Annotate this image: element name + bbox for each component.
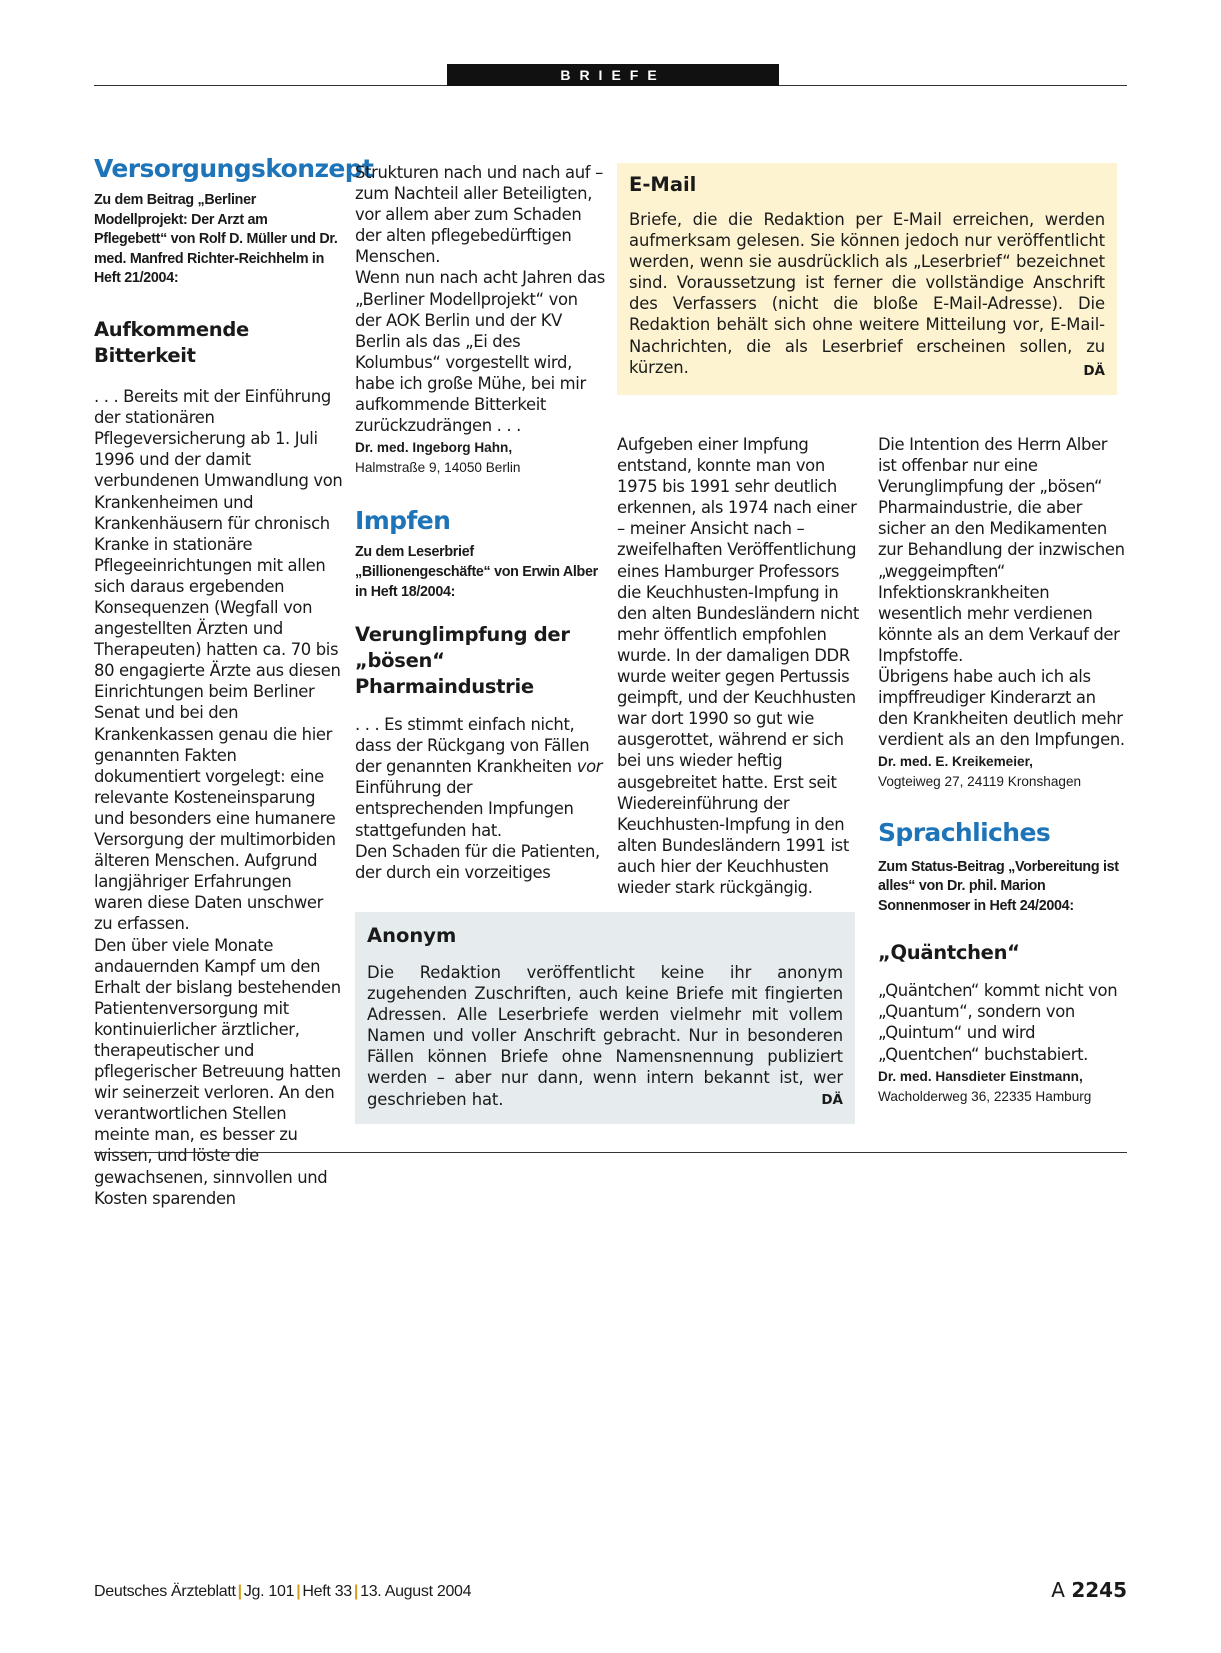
text-run: . . . Es stimmt einfach nicht, dass der Rückgang von Fällen der genannten Krankheiten [355, 715, 590, 777]
paragraph [355, 714, 605, 841]
article-title-impfen: Impfen [355, 506, 451, 536]
page-prefix: A [1051, 1578, 1065, 1602]
paragraph: Wenn nun nach acht Jahren das „Berliner Modellprojekt“ von der AOK Berlin und der KV Berlin als das „Ei des Kolumbus“ vorgestellt wird, habe ich große Mühe, bei mir aufkommende Bitterkeit zurückzudrängen . . . [355, 268, 605, 436]
article-body-continued [355, 162, 605, 436]
article-body [355, 714, 605, 883]
emphasis: vor [576, 757, 603, 777]
article-intro: Zum Status-Beitrag „Vorbereitung ist alles“ von Dr. phil. Marion Sonnenmoser in Heft 24/2004: [878, 858, 1119, 914]
page-number-value: 2245 [1071, 1578, 1127, 1602]
bottom-rule [94, 1152, 1127, 1153]
box-title: E-Mail [629, 173, 697, 196]
article-subtitle: „Quäntchen“ [878, 941, 1020, 965]
volume: Jg. 101 [243, 1583, 295, 1600]
paragraph: Den über viele Monate andauernden Kampf um den Erhalt der bislang bestehenden Patientenversorgung mit kontinuierlicher ärztlicher, therapeutischer und pflegerischer Betreuung hatten wir seinerzeit verloren. An den verantwortlichen Stellen meinte man, es besser zu wissen, und löste die gewachsenen, sinnvollen und Kosten sparenden [94, 935, 341, 1208]
paragraph: „Quäntchen“ kommt nicht von „Quantum“, sondern von „Quintum“ und wird „Quentchen“ buchstabiert. [878, 981, 1118, 1064]
article-body-continued [878, 434, 1128, 750]
article-body [94, 386, 344, 1209]
article-title-sprachliches: Sprachliches [878, 818, 1051, 848]
paragraph: Strukturen nach und nach auf – zum Nachteil aller Beteiligten, vor allem aber zum Schaden der alten pflegebedürftigen Menschen. [355, 163, 603, 267]
box-text: Die Redaktion veröffentlicht keine ihr anonym zugehenden Zuschriften, auch keine Briefe mit fingierten Adressen. Alle Leserbriefe werden vielmehr mit vollem Namen und voller Anschrift gebracht. Nur in besonderen Fällen können Briefe ohne Namensnennung publiziert werden – aber nur dann, wenn intern bekannt ist, wer geschrieben hat. [367, 963, 843, 1109]
letter-address: Wacholderweg 36, 22335 Hamburg [878, 1088, 1092, 1104]
article-intro: Zu dem Beitrag „Berliner Modellprojekt: Der Arzt am Pflegebett“ von Rolf D. Müller und Dr. med. Manfred Richter-Reichhelm in Heft 21/2004: [94, 192, 338, 287]
article-title-versorgungskonzept: Versorgungskonzept [94, 154, 374, 183]
paragraph: Übrigens habe auch ich als impffreudiger Kinderarzt an den Krankheiten deutlich mehr verdient als an den Impfungen. [878, 667, 1125, 750]
separator: | [296, 1583, 301, 1600]
issue-date: 13. August 2004 [360, 1583, 472, 1600]
letter-address: Vogteiweg 27, 24119 Kronshagen [878, 774, 1082, 790]
letter-author: Dr. med. Ingeborg Hahn, [355, 440, 513, 456]
article-subtitle: Aufkommende Bitterkeit [94, 318, 249, 368]
letter-address: Halmstraße 9, 14050 Berlin [355, 460, 521, 476]
page-number [1051, 1578, 1127, 1602]
anonym-info-box [355, 912, 855, 1124]
paragraph: Die Intention des Herrn Alber ist offenbar nur eine Verunglimpfung der „bösen“ Pharmaindustrie, die aber sicher an den Medikamenten zur Behandlung der inzwischen „weggeimpften“ Infektionskrankheiten wesentlich mehr verdienen könnte als an dem Verkauf der Impfstoffe. [878, 435, 1125, 665]
box-title: Anonym [367, 924, 457, 947]
box-sign: DÄ [821, 1092, 843, 1108]
box-sign: DÄ [1083, 363, 1105, 379]
paragraph: . . . Bereits mit der Einführung der stationären Pflegeversicherung ab 1. Juli 1996 und der damit verbundenen Umwandlung von Krankenheimen und Krankenhäusern für chronisch Kranke in stationäre Pflegeeinrichtungen mit allen sich daraus ergebenden Konsequenzen (Wegfall von angestellten Ärzten und Therapeuten) hatten ca. 70 bis 80 engagierte Ärzte aus diesen Einrichtungen beim Berliner Senat und bei den Krankenkassen genau die hier genannten Fakten dokumentiert vorgelegt: eine relevante Kosteneinsparung und besonders eine humanere Versorgung der multimorbiden älteren Menschen. Aufgrund langjähriger Erfahrungen waren diese Daten unschwer zu erfassen. [94, 387, 343, 934]
text-run: Einführung der entsprechenden Impfungen stattgefunden hat. [355, 778, 574, 840]
issue: Heft 33 [302, 1583, 352, 1600]
section-label: BRIEFE [447, 64, 779, 86]
letter-author: Dr. med. Hansdieter Einstmann, [878, 1068, 1083, 1084]
box-text: Briefe, die die Redaktion per E-Mail erreichen, werden aufmerksam gelesen. Sie können jedoch nur veröffentlicht werden, wenn sie ausdrücklich als „Leserbrief“ bezeichnet sind. Voraussetzung ist ferner die vollständige Anschrift des Verfassers (nicht die bloße E-Mail-Adresse). Die Redaktion behält sich ohne weitere Mitteilung vor, E-Mail-Nachrichten, die als Leserbrief erscheinen sollen, zu kürzen. [629, 210, 1105, 377]
separator: | [237, 1583, 242, 1600]
email-info-box [617, 163, 1117, 395]
journal-name: Deutsches Ärzteblatt [94, 1583, 236, 1600]
column-4 [878, 434, 1128, 1107]
article-subtitle: Verunglimpfung der „bösen“ Pharmaindustrie [355, 623, 570, 699]
article-intro: Zu dem Leserbrief „Billionengeschäfte“ von Erwin Alber in Heft 18/2004: [355, 544, 598, 600]
column-3 [617, 434, 867, 898]
footer-citation [94, 1583, 471, 1601]
separator: | [353, 1583, 359, 1600]
paragraph: Aufgeben einer Impfung entstand, konnte man von 1975 bis 1991 sehr deutlich erkennen, als 1974 nach einer – meiner Ansicht nach – zweifelhaften Veröffentlichung eines Hamburger Professors die Keuchhusten-Impfung in den alten Bundesländern nicht mehr öffentlich empfohlen wurde. In der damaligen DDR wurde weiter gegen Pertussis geimpft, und der Keuchhusten war dort 1990 so gut wie ausgerottet, während er sich bei uns wieder heftig ausgebreitet hatte. Erst seit Wiedereinführung der Keuchhusten-Impfung in den alten Bundesländern 1991 ist auch hier der Keuchhusten wieder stark rückgängig. [617, 435, 859, 897]
paragraph: Den Schaden für die Patienten, der durch ein vorzeitiges [355, 841, 600, 882]
article-body-continued [617, 434, 867, 898]
letter-author: Dr. med. E. Kreikemeier, [878, 754, 1033, 770]
column-2 [355, 162, 605, 883]
column-1 [94, 154, 374, 1209]
article-body [878, 980, 1128, 1064]
